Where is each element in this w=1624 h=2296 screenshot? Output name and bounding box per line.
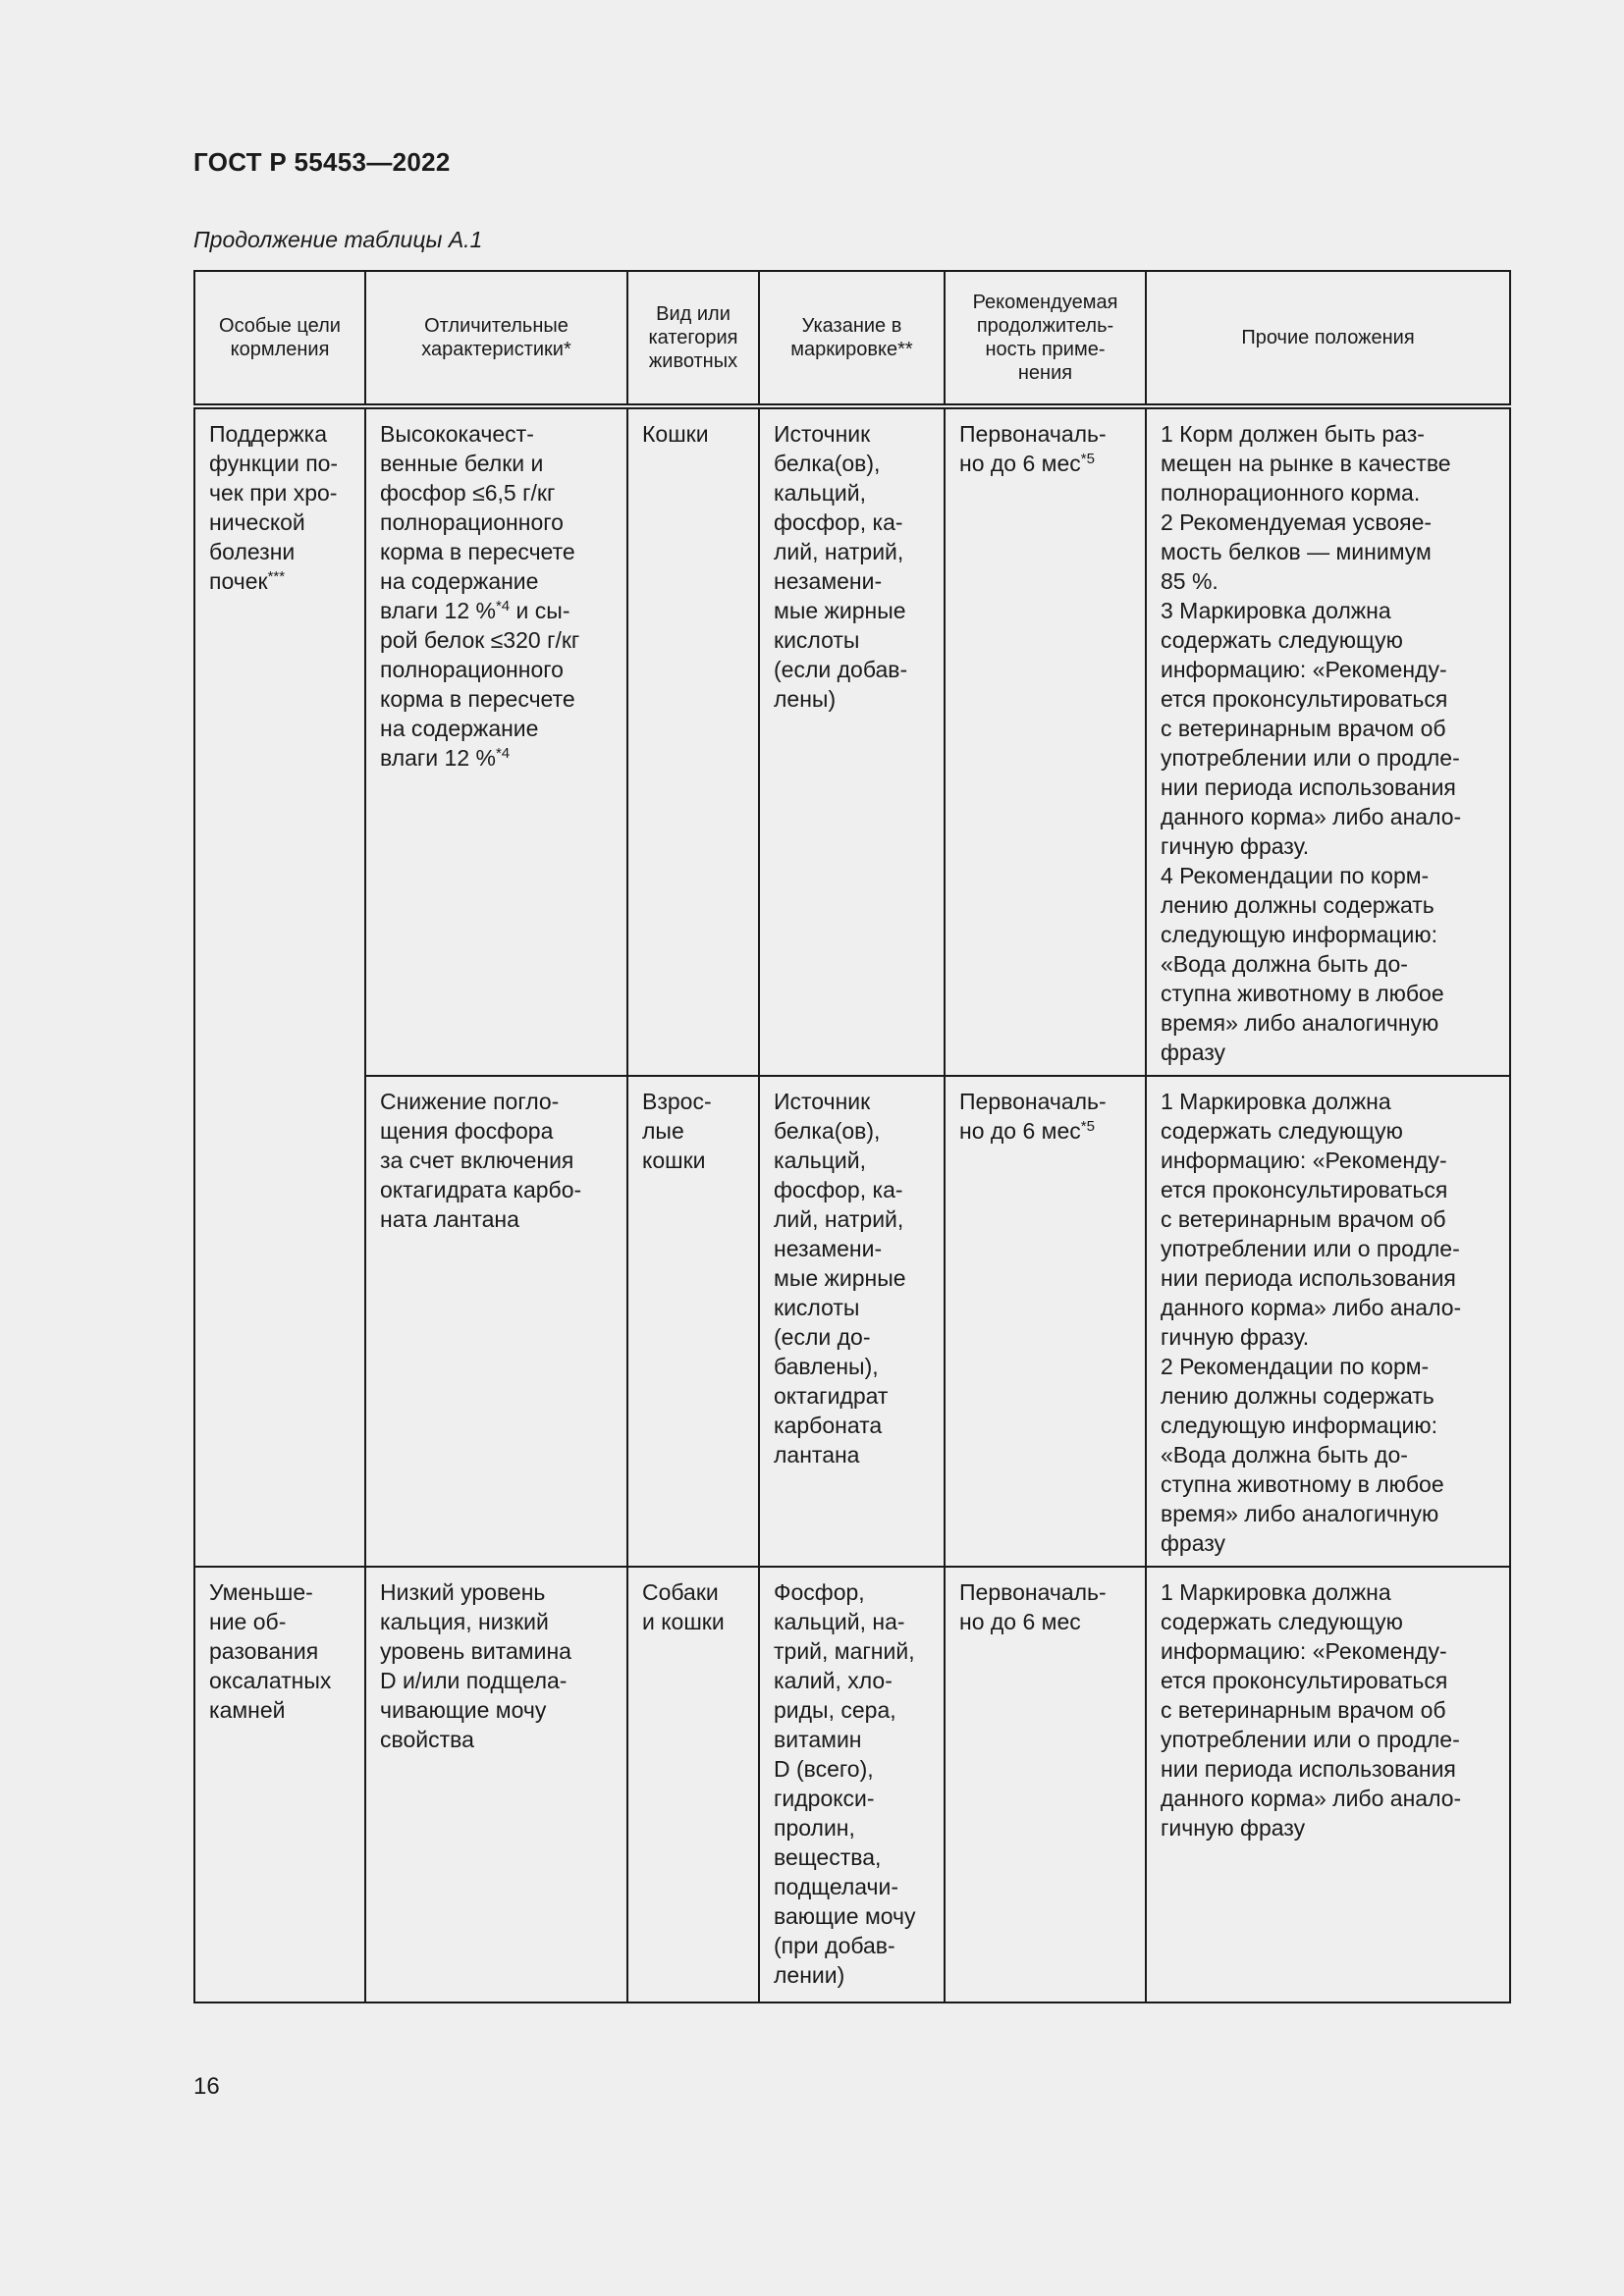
header-characteristics: Отличительные характеристики* [365,271,627,406]
cell-characteristics: Высококачест- венные белки и фосфор ≤6,5 г/кг полнорационного корма в пересчете на содержание влаги 12 %$^{*4}$ и сы- рой белок ≤320 г/кг полнорационного корма в пересчете на содержание влаги 12 %$^{*4}$ [365,406,627,1076]
cell-duration: Первоначаль- но до 6 мес [945,1567,1146,2002]
page-number: 16 [193,2073,220,2100]
cell-labeling: Источник белка(ов), кальций, фосфор, ка- лий, натрий, незамени- мые жирные кислоты (если до- бавлены), октагидрат карбоната лантана [759,1076,945,1567]
footnote-mark: *5 [1080,451,1095,467]
header-animals: Вид или категория животных [627,271,759,406]
cell-animals: Взрос- лые кошки [627,1076,759,1567]
cell-characteristics: Низкий уровень кальция, низкий уровень витамина D и/или подщела- чивающие мочу свойства [365,1567,627,2002]
cell-animals: Кошки [627,406,759,1076]
cell-animals: Собаки и кошки [627,1567,759,2002]
cell-labeling: Источник белка(ов), кальций, фосфор, ка- лий, натрий, незамени- мые жирные кислоты (если добав- лены) [759,406,945,1076]
header-other-provisions: Прочие положения [1146,271,1510,406]
cell-labeling: Фосфор, кальций, на- трий, магний, калий, хло- риды, сера, витамин D (всего), гидрокси- пролин, вещества, подщелачи- вающие мочу (при добав- лении) [759,1567,945,2002]
cell-characteristics: Снижение погло- щения фосфора за счет включения октагидрата карбо- ната лантана [365,1076,627,1567]
document-header: ГОСТ Р 55453—2022 [193,147,451,177]
footnote-mark: *** [267,568,286,585]
footnote-mark: *5 [1080,1118,1095,1135]
cell-other-provisions: 1 Маркировка должна содержать следующую информацию: «Рекоменду- ется проконсультироваться с ветеринарным врачом об употреблении или о продле- нии периода использования данного корма» либо анало- гичную фразу. 2 Рекомендации по корм- лению должны содержать следующую информацию: «Вода должна быть до- ступна животному в любое время» либо аналогичную фразу [1146,1076,1510,1567]
cell-duration: Первоначаль- но до 6 мес$^{*5}$ [945,1076,1146,1567]
header-duration: Рекомендуемая продолжитель- ность приме- нения [945,271,1146,406]
cell-other-provisions: 1 Корм должен быть раз- мещен на рынке в качестве полнорационного корма. 2 Рекомендуемая усвояе- мость белков — минимум 85 %. 3 Маркировка должна содержать следующую информацию: «Рекоменду- ется проконсультироваться с ветеринарным врачом об употреблении или о продле- нии периода использования данного корма» либо анало- гичную фразу. 4 Рекомендации по корм- лению должны содержать следующую информацию: «Вода должна быть до- ступна животному в любое время» либо аналогичную фразу [1146,406,1510,1076]
footnote-mark: *4 [495,598,511,614]
header-labeling: Указание в маркировке** [759,271,945,406]
table-header-row [194,271,1510,406]
cell-purpose: Уменьше- ние об- разования оксалатных камней [194,1567,365,2002]
table-row [194,406,1510,1076]
cell-purpose: Поддержка функции по- чек при хро- нической болезни почек*** [194,406,365,1567]
table-row [194,1076,1510,1567]
cell-duration: Первоначаль- но до 6 мес$^{*5}$ [945,406,1146,1076]
cell-other-provisions: 1 Маркировка должна содержать следующую информацию: «Рекоменду- ется проконсультироваться с ветеринарным врачом об употреблении или о продле- нии периода использования данного корма» либо анало- гичную фразу [1146,1567,1510,2002]
header-purpose: Особые цели кормления [194,271,365,406]
requirements-table [193,270,1511,2003]
footnote-mark: *4 [495,745,511,762]
table-caption: Продолжение таблицы А.1 [193,227,483,252]
table-row [194,1567,1510,2002]
